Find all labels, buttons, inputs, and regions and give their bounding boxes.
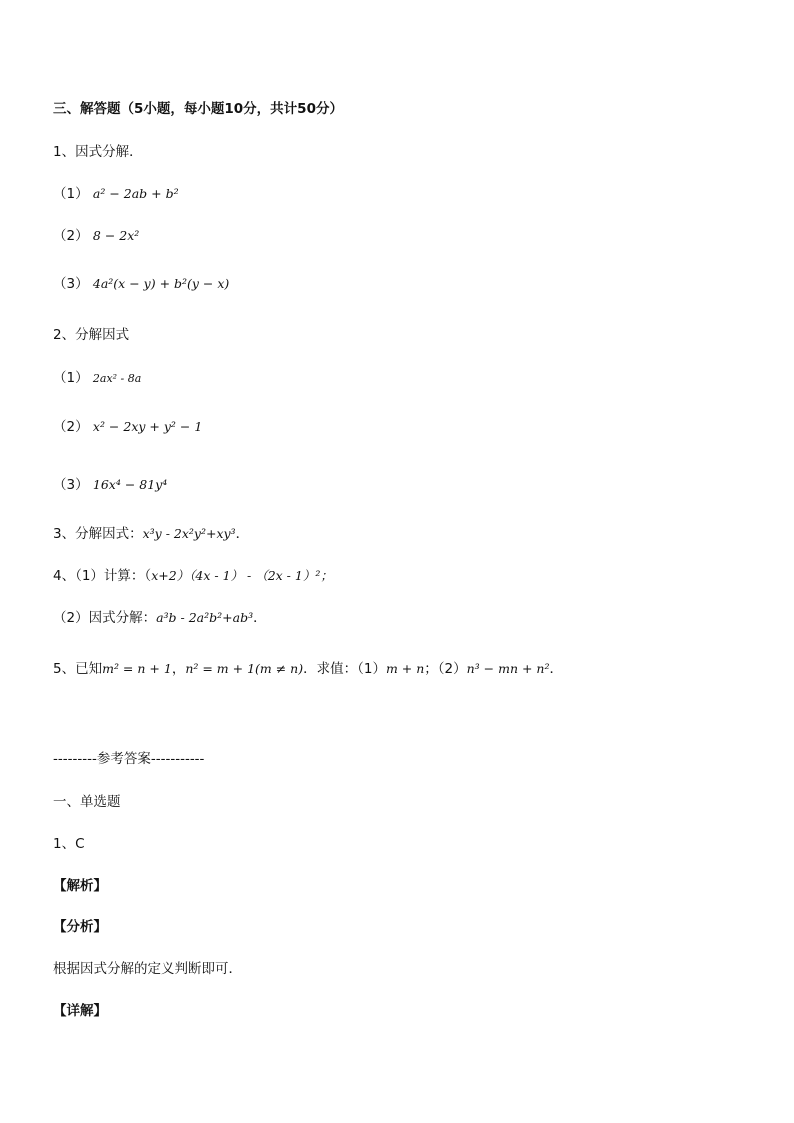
detail-tag: 【详解】 [53, 1003, 107, 1019]
question-2-part-3 [53, 476, 167, 494]
math-expression: 8 − 2x² [92, 228, 140, 243]
fenxi-tag: 【分析】 [53, 919, 107, 935]
part-label: （2） [53, 228, 89, 244]
question-3-end: ． [235, 526, 250, 542]
math-expression: n³ − mn + n² [466, 661, 550, 676]
math-expression: 2ax² - 8a [92, 372, 142, 385]
question-3 [53, 525, 249, 543]
question-1-title: 1、因式分解． [53, 144, 143, 160]
part-label: （3） [53, 276, 89, 292]
question-4-line-2-end: ． [253, 610, 267, 626]
fenxi-text: 根据因式分解的定义判断即可． [53, 961, 242, 977]
question-2-title: 2、分解因式 [53, 327, 130, 343]
question-4-prefix: 4、（1）计算：（ [53, 568, 152, 584]
math-expression: m + n [385, 661, 425, 676]
answer-1: 1、C [53, 836, 85, 852]
separator: ；（2） [424, 661, 467, 677]
question-1-part-1 [53, 185, 179, 203]
math-expression: 16x⁴ − 81y⁴ [92, 477, 168, 492]
question-1-part-2 [53, 227, 139, 245]
question-2-part-2 [53, 418, 202, 436]
question-5-end: ． [549, 661, 563, 677]
analysis-tag: 【解析】 [53, 878, 107, 894]
math-expression: 4a²(x − y) + b²(y − x) [92, 276, 230, 291]
question-5-prefix: 5、已知 [53, 661, 103, 677]
part-label: （1） [53, 186, 89, 202]
question-4-line-1 [53, 567, 333, 585]
question-1-part-3 [53, 275, 229, 293]
math-expression: x+2）（4x - 1） - （2x - 1）²； [151, 568, 333, 583]
part-label: （3） [53, 477, 89, 493]
part-label: （1） [53, 370, 89, 386]
answer-divider: ---------参考答案----------- [53, 751, 205, 767]
part-label: （2） [53, 419, 89, 435]
question-5-mid: ．求值：（1） [303, 661, 386, 677]
math-expression: a³b - 2a²b²+ab³ [156, 610, 254, 625]
section-heading: 三、解答题（5小题，每小题10分，共计50分） [53, 101, 343, 117]
separator: ， [171, 661, 186, 677]
question-4-line-2 [53, 609, 267, 627]
math-expression: a² − 2ab + b² [92, 186, 179, 201]
math-expression: m² = n + 1 [102, 661, 172, 676]
question-5 [53, 660, 563, 678]
answer-section-heading: 一、单选题 [53, 794, 121, 810]
question-2-part-1 [53, 369, 141, 388]
math-expression: x² − 2xy + y² − 1 [92, 419, 203, 434]
math-expression: n² = m + 1(m ≠ n) [185, 661, 304, 676]
question-4-line-2-prefix: （2）因式分解： [53, 610, 157, 626]
math-expression: x³y - 2x²y²+xy³ [142, 526, 236, 541]
question-3-prefix: 3、分解因式： [53, 526, 143, 542]
